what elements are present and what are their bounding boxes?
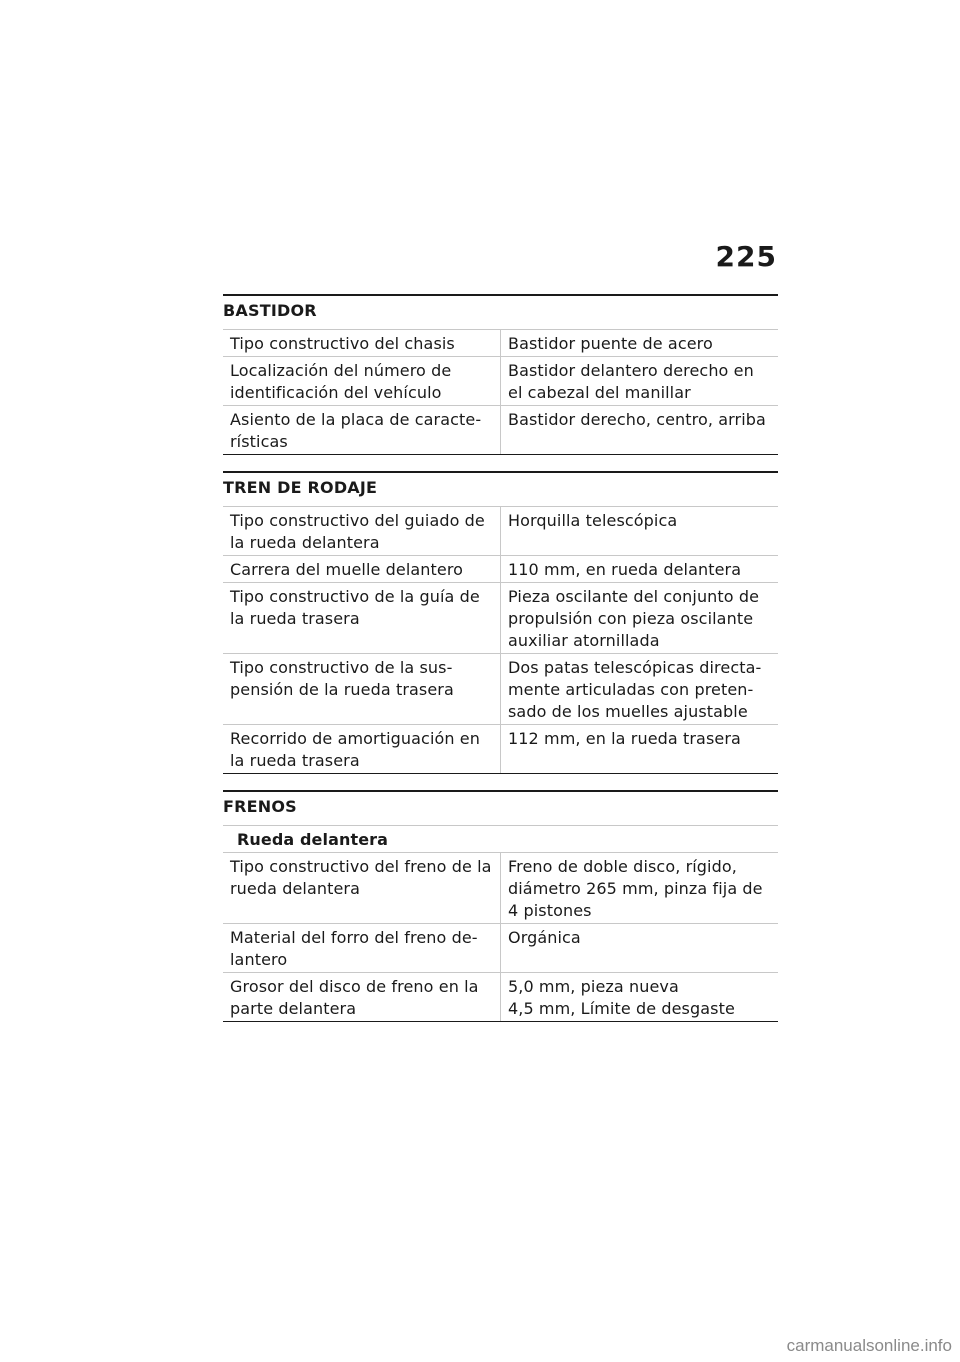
- table-row: [223, 330, 778, 357]
- spec-table: [223, 825, 778, 1022]
- page-number: 225: [715, 240, 777, 273]
- table-subheader-row: [223, 826, 778, 853]
- row-value: [501, 973, 779, 1022]
- section-tren-de-rodaje: [223, 471, 778, 774]
- row-label: Recorrido de amortiguación en la rueda trasera: [223, 725, 501, 774]
- row-value: Orgánica: [501, 924, 779, 973]
- value-line: 4,5 mm, Límite de desgaste: [508, 999, 735, 1018]
- table-row: [223, 556, 778, 583]
- row-value: Dos patas telescópicas directa-mente articuladas con preten-sado de los muelles ajustable: [501, 654, 779, 725]
- spec-table: [223, 506, 778, 774]
- row-label: Tipo constructivo de la sus-pensión de la rueda trasera: [223, 654, 501, 725]
- row-value: Bastidor derecho, centro, arriba: [501, 406, 779, 455]
- row-value: 110 mm, en rueda delantera: [501, 556, 779, 583]
- section-title: TREN DE RODAJE: [223, 478, 378, 497]
- section-title: FRENOS: [223, 797, 297, 816]
- table-row: [223, 654, 778, 725]
- table-row: [223, 725, 778, 774]
- spec-content: [223, 294, 778, 1038]
- row-label: Tipo constructivo del guiado de la rueda delantera: [223, 507, 501, 556]
- row-value: 112 mm, en la rueda trasera: [501, 725, 779, 774]
- row-label: Material del forro del freno de-lantero: [223, 924, 501, 973]
- value-line: 5,0 mm, pieza nueva: [508, 977, 679, 996]
- row-label: Tipo constructivo del chasis: [223, 330, 501, 357]
- table-row: [223, 583, 778, 654]
- section-title: BASTIDOR: [223, 301, 317, 320]
- row-value: Freno de doble disco, rígido, diámetro 265 mm, pinza fija de 4 pistones: [501, 853, 779, 924]
- row-label: Tipo constructivo del freno de la rueda delantera: [223, 853, 501, 924]
- row-label: Localización del número de identificación del vehículo: [223, 357, 501, 406]
- section-bastidor: [223, 294, 778, 455]
- table-row: [223, 924, 778, 973]
- footer-watermark: carmanualsonline.info: [786, 1336, 952, 1355]
- table-row: [223, 507, 778, 556]
- row-label: Tipo constructivo de la guía de la rueda trasera: [223, 583, 501, 654]
- row-value: Pieza oscilante del conjunto de propulsión con pieza oscilante auxiliar atornillada: [501, 583, 779, 654]
- row-label: Asiento de la placa de caracte-rísticas: [223, 406, 501, 455]
- row-value: Horquilla telescópica: [501, 507, 779, 556]
- table-row: [223, 973, 778, 1022]
- section-frenos: [223, 790, 778, 1022]
- spec-table: [223, 329, 778, 455]
- row-label: Carrera del muelle delantero: [223, 556, 501, 583]
- table-subheader: Rueda delantera: [223, 826, 778, 853]
- table-row: [223, 357, 778, 406]
- table-row: [223, 853, 778, 924]
- row-label: Grosor del disco de freno en la parte delantera: [223, 973, 501, 1022]
- table-row: [223, 406, 778, 455]
- row-value: Bastidor puente de acero: [501, 330, 779, 357]
- row-value: Bastidor delantero derecho en el cabezal del manillar: [501, 357, 779, 406]
